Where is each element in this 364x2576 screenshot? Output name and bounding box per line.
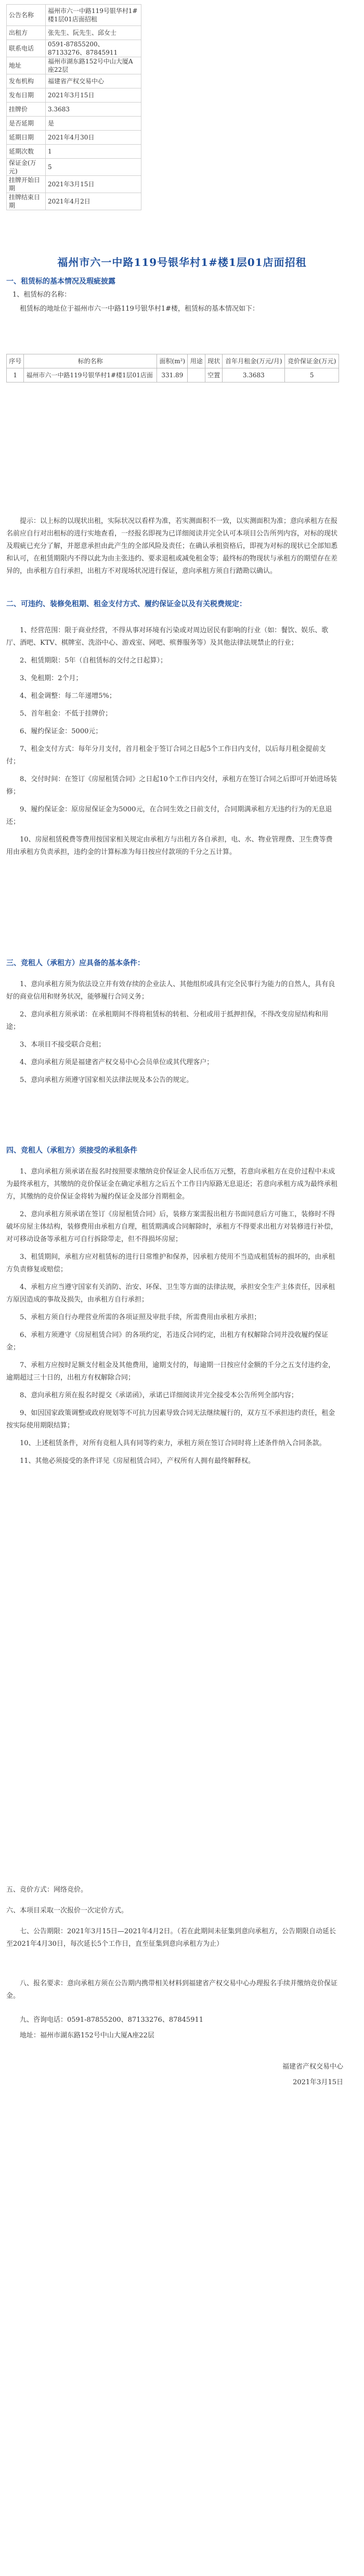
table-header-cell: 现状 <box>205 354 222 368</box>
info-row <box>7 57 141 74</box>
list-item: 2、意向承租方须承诺：在承租期间不得将租赁标的转租、分租或用于抵押担保，不得改变房屋结构和用途； <box>6 1011 329 1031</box>
list-item: 2、意向承租方须承诺在签订《房屋租赁合同》后，装修方案需报出租方书面同意后方可施工，装修时不得破坏房屋主体结构，装修费用由承租方自理，租赁期满或合同解除时，承租方不得要求出租方对装修进行补偿，对可移动设备等承租方可自行拆除带走，但不得损坏房屋； <box>6 1210 338 1243</box>
info-row <box>7 103 141 117</box>
info-row <box>7 88 141 103</box>
list-item: 4、意向承租方须是福建省产权交易中心会员单位或其代理客户； <box>20 1059 214 1066</box>
info-key: 联系电话 <box>7 40 46 57</box>
s1-note: 提示：以上标的以现状出租，实际状况以看样为准，若实测面积不一致，以实测面积为准；意向承租方在报名前应自行对出租标的进行实地查看，一经报名即视为已详细阅读并完全认可本项目公告所列内容，对标的现状及瑕疵已充分了解，并愿意承担由此产生的全部风险及责任；在确认承租资格后，即视为对标的现状已全部知悉和认可，在租赁期限内不得以此为由主张违约、要求退租或减免租金等；最终标的物现状与承租方的期望存在差异的，由承租方自行承担，出租方不对现场状况进行保证，意向承租方须自行踏勘以确认。 <box>6 517 338 575</box>
table-cell: 331.89 <box>157 368 188 382</box>
table-header-cell: 用途 <box>188 354 205 368</box>
info-key: 延期日期 <box>7 131 46 145</box>
list-item: 3、租赁期间，承租方应对租赁标的进行日常维护和保养，因承租方使用不当造成租赁标的损坏的，由承租方负责修复或赔偿； <box>6 1253 335 1273</box>
info-table <box>6 4 141 210</box>
table-header-cell: 面积(m²) <box>157 354 188 368</box>
info-key: 保证金(万元) <box>7 159 46 176</box>
table-header-cell: 标的名称 <box>24 354 157 368</box>
info-value: 福州市湖东路152号中山大厦A座22层 <box>46 57 141 74</box>
section-heading-4: 四、竞租人（承租方）须接受的承租条件 <box>6 1146 137 1155</box>
list-item: 3、本项目不接受联合竞租； <box>20 1041 106 1049</box>
info-row <box>7 131 141 145</box>
table-cell: 福州市六一中路119号银华村1#楼1层01店面 <box>24 368 157 382</box>
info-value: 福建省产权交易中心 <box>46 74 141 88</box>
info-key: 公告名称 <box>7 5 46 26</box>
list-item: 6、履约保证金：5000元； <box>20 728 102 735</box>
table-cell: 3.3683 <box>223 368 285 382</box>
section-8: 八、报名要求：意向承租方须在公告期内携带相关材料到福建省产权交易中心办理报名手续并缴纳竞价保证金。 <box>6 1980 338 2000</box>
list-item: 8、交付时间：在签订《房屋租赁合同》之日起10个工作日内交付，承租方在签订合同之后即可开始进场装修； <box>6 775 337 796</box>
section-heading-1: 一、租赁标的基本情况及瑕疵披露 <box>6 277 115 286</box>
list-item: 1、意向承租方须承诺在报名时按照要求缴纳竞价保证金人民币伍万元整，若意向承租方在竞价过程中未成为最终承租方，其缴纳的竞价保证金在确定承租方之后五个工作日内原路无息退还；若意向承租方成为最终承租方，其缴纳的竞价保证金将转为履约保证金及部分首期租金。 <box>6 1168 338 1201</box>
page-title: 福州市六一中路119号银华村1#楼1层01店面招租 <box>57 256 307 269</box>
list-item: 10、房屋租赁税费等费用按国家相关规定由承租方与出租方各自承担，电、水、物业管理费、卫生费等费用由承租方负责承担，违约金的计算标准为每日按应付款项的千分之五计算。 <box>6 836 333 856</box>
list-item: 6、承租方须遵守《房屋租赁合同》的各项约定，若违反合同约定，出租方有权解除合同并没收履约保证金； <box>6 1331 329 1351</box>
info-key: 挂牌价 <box>7 103 46 117</box>
table-header-cell: 首年月租金(万元/月) <box>223 354 285 368</box>
s1-item-1: 1、租赁标的名称： <box>12 291 71 299</box>
info-key: 出租方 <box>7 26 46 40</box>
list-item: 4、租金调整：每二年递增5%； <box>20 692 116 700</box>
list-item: 8、意向承租方须在报名时提交《承诺函》，承诺已详细阅读并完全接受本公告所列全部内容； <box>20 1392 298 1399</box>
table-cell: 空置 <box>205 368 222 382</box>
info-value: 5 <box>46 159 141 176</box>
info-key: 是否延期 <box>7 117 46 131</box>
signature-org: 福建省产权交易中心 <box>282 2063 343 2071</box>
list-item: 1、经营范围：限于商业经营，不得从事对环境有污染或对周边居民有影响的行业（如：餐饮、娱乐、歌厅、酒吧、KTV、棋牌室、洗浴中心、游戏室、网吧、殡葬服务等）及其他法律法规禁止的行业； <box>6 627 329 647</box>
section-5: 五、竞价方式：网络竞价。 <box>6 1886 88 1894</box>
table-header-cell: 序号 <box>7 354 24 368</box>
list-item: 2、租赁期限：5年（自租赁标的交付之日起算）； <box>20 657 167 665</box>
list-item: 5、首年租金：不低于挂牌价； <box>20 710 112 718</box>
contact-address: 地址：福州市湖东路152号中山大厦A座22层 <box>20 2032 154 2039</box>
info-value: 张先生、阮先生、邱女士 <box>46 26 141 40</box>
info-row <box>7 193 141 210</box>
list-item: 4、承租方应当遵守国家有关消防、治安、环保、卫生等方面的法律法规，承担安全生产主体责任，因承租方原因造成的事故及损失，由承租方自行承担； <box>6 1283 335 1304</box>
info-key: 发布日期 <box>7 88 46 103</box>
table-cell: 5 <box>285 368 339 382</box>
table-row <box>7 368 339 382</box>
list-item: 9、如因国家政策调整或政府规划等不可抗力因素导致合同无法继续履行的，双方互不承担违约责任，租金按实际使用期限结算； <box>6 1409 335 1430</box>
info-value: 2021年4月2日 <box>46 193 141 210</box>
list-item: 11、其他必须接受的条件详见《房屋租赁合同》，产权所有人拥有最终解释权。 <box>20 1457 255 1465</box>
info-value: 是 <box>46 117 141 131</box>
info-value: 3.3683 <box>46 103 141 117</box>
section-6: 六、本项目采取一次报价一次定价方式。 <box>6 1907 128 1915</box>
asset-table <box>6 354 339 382</box>
info-row <box>7 117 141 131</box>
info-key: 发布机构 <box>7 74 46 88</box>
list-item: 7、租金支付方式：每年分月支付，首月租金于签订合同之日起5个工作日内支付，以后每月租金提前支付； <box>6 745 326 766</box>
table-header-cell: 竞价保证金(万元) <box>285 354 339 368</box>
info-row <box>7 176 141 193</box>
info-row <box>7 26 141 40</box>
section-9: 九、咨询电话：0591-87855200、87133276、87845911 <box>20 2016 203 2024</box>
section-7: 七、公告期限：2021年3月15日—2021年4月2日。（若在此期间未征集到意向承租方，公告期限自动延长至2021年4月30日，每次延长5个工作日，直至征集到意向承租方为止） <box>6 1928 336 1948</box>
signature-date: 2021年3月15日 <box>293 2078 343 2086</box>
info-key: 挂牌结束日期 <box>7 193 46 210</box>
table-cell: 1 <box>7 368 24 382</box>
info-key: 挂牌开始日期 <box>7 176 46 193</box>
list-item: 1、意向承租方须为依法设立并有效存续的企业法人、其他组织或具有完全民事行为能力的自然人，具有良好的商业信用和财务状况，能够履行合同义务； <box>6 980 335 1001</box>
info-value: 2021年4月30日 <box>46 131 141 145</box>
info-row <box>7 145 141 159</box>
info-key: 延期次数 <box>7 145 46 159</box>
list-item: 5、承租方须自行办理营业所需的各项证照及审批手续，所需费用由承租方承担； <box>20 1313 261 1321</box>
list-item: 10、上述租赁条件，对所有竞租人具有同等约束力，承租方须在签订合同时将上述条件纳入合同条款。 <box>20 1439 326 1447</box>
list-item: 3、免租期：2个月； <box>20 674 83 682</box>
info-value: 1 <box>46 145 141 159</box>
list-item: 9、履约保证金：原房屋保证金为5000元，在合同生效之日前支付，合同期满承租方无违约行为的无息退还； <box>6 806 332 826</box>
info-row <box>7 159 141 176</box>
list-item: 7、承租方应按时足额支付租金及其他费用，逾期支付的，每逾期一日按应付金额的千分之五支付违约金，逾期超过三十日的，出租方有权解除合同； <box>6 1361 335 1382</box>
info-value: 福州市六一中路119号银华村1#楼1层01店面招租 <box>46 5 141 26</box>
info-key: 地址 <box>7 57 46 74</box>
info-value: 0591-87855200、87133276、87845911 <box>46 40 141 57</box>
info-value: 2021年3月15日 <box>46 88 141 103</box>
s1-paragraph: 租赁标的地址位于福州市六一中路119号银华村1#楼，租赁标的基本情况如下： <box>20 305 259 313</box>
info-value: 2021年3月15日 <box>46 176 141 193</box>
info-row <box>7 74 141 88</box>
info-row <box>7 40 141 57</box>
table-cell <box>188 368 205 382</box>
list-item: 5、意向承租方须遵守国家相关法律法规及本公告的规定。 <box>20 1076 193 1084</box>
section-heading-2: 二、可违约、装修免租期、租金支付方式、履约保证金以及有关税费规定： <box>6 600 246 608</box>
info-row <box>7 5 141 26</box>
section-heading-3: 三、竞租人（承租方）应具备的基本条件： <box>6 959 145 967</box>
